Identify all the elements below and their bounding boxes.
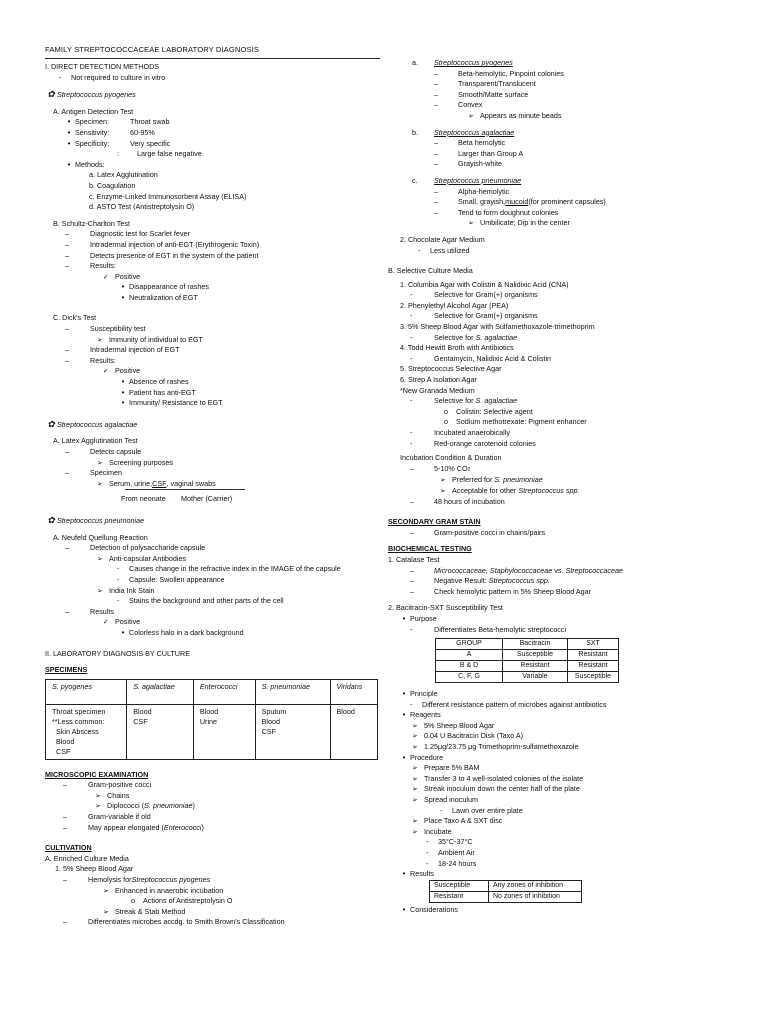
table-cell: Resistant (430, 891, 489, 902)
bullet-icon: • (67, 138, 71, 148)
antigen-detection-heading: A. Antigen Detection Test (53, 106, 134, 116)
arrow-bullet-icon: ➢ (97, 478, 104, 488)
arrow-bullet-icon: ➢ (97, 334, 104, 344)
bullet-icon: • (121, 377, 125, 387)
table-cell: C, F, G (436, 672, 503, 683)
table-cell: Susceptible (430, 880, 489, 891)
bullet-icon: • (402, 710, 406, 720)
biochemical-testing-heading: BIOCHEMICAL TESTING (388, 544, 472, 554)
arrow-bullet-icon: ➢ (412, 826, 419, 836)
arrow-bullet-icon: ➢ (468, 110, 475, 120)
table-cell: Throat specimen **Less common: Skin Abscess Blood CSF (46, 704, 127, 759)
check-icon: ✓ (103, 271, 110, 281)
organism-agalactiae: Streptococcus agalactiae (57, 419, 138, 429)
arrow-bullet-icon: ➢ (412, 784, 419, 794)
table-header: SXT (568, 639, 619, 650)
check-icon: ✓ (103, 366, 110, 376)
flower-bullet-icon: ✿ (47, 418, 55, 429)
microscopic-heading: MICROSCOPIC EXAMINATION (45, 769, 149, 779)
table-cell: Resistant (568, 650, 619, 661)
organism-pyogenes: Streptococcus pyogenes (57, 90, 136, 100)
arrow-bullet-icon: ➢ (468, 218, 475, 228)
latex-agglutination-heading: A. Latex Agglutination Test (53, 436, 138, 446)
arrow-bullet-icon: ➢ (103, 906, 110, 916)
bullet-icon: • (121, 292, 125, 302)
arrow-bullet-icon: ➢ (412, 742, 419, 752)
bullet-icon: • (402, 689, 406, 699)
specimens-table (45, 679, 378, 760)
specimen-bracket (125, 489, 245, 494)
organism-pneumoniae: Streptococcus pneumoniae (57, 515, 145, 525)
table-cell: Sputum Blood CSF (255, 704, 330, 759)
arrow-bullet-icon: ➢ (95, 790, 102, 800)
table-header: S. pyogenes (46, 679, 127, 704)
bullet-icon: • (121, 627, 125, 637)
arrow-bullet-icon: ➢ (440, 485, 447, 495)
table-cell: Blood Urine (193, 704, 255, 759)
bullet-icon: • (67, 117, 71, 127)
bullet-icon: • (402, 869, 406, 879)
bullet-icon: • (121, 398, 125, 408)
table-cell: Resistant (503, 661, 568, 672)
title-rule (45, 58, 380, 59)
page-title: FAMILY STREPTOCOCCACEAE LABORATORY DIAGNOSIS (45, 45, 259, 54)
check-icon: ✓ (103, 617, 110, 627)
bullet-icon: • (67, 127, 71, 137)
bullet-icon: • (121, 282, 125, 292)
arrow-bullet-icon: ➢ (103, 885, 110, 895)
arrow-bullet-icon: ➢ (97, 457, 104, 467)
table-header: S. agalactiae (127, 679, 194, 704)
incubation-heading: Incubation Condition & Duration (400, 453, 502, 463)
bullet-icon: • (402, 904, 406, 914)
table-cell: Resistant (568, 661, 619, 672)
group-susceptibility-table (435, 638, 619, 683)
bullet-icon: • (121, 387, 125, 397)
table-cell: Any zones of inhibition (489, 880, 582, 891)
arrow-bullet-icon: ➢ (412, 773, 419, 783)
table-cell: Susceptible (568, 672, 619, 683)
dicks-test-heading: C. Dick's Test (53, 313, 97, 323)
left-column: I. DIRECT DETECTION METHODS - Not required to culture in vitro ✿ Streptococcus pyogenes A. Antigen Detection Test • Specimen: Throat swab • Sensitivity: 60-95% • Specificity: Very specific : Large false negative • Methods: a. Latex Agglutination b. Coagulation c. Enzyme-Linked Immunosorbent Assay (ELISA) d. ASTO Test (Antistreptolysin O) B. Schultz-Charlton Test – Diagnostic test for Scarlet fever – Intradermal injection of anti-EGT (Erythrogenic Toxin) – Detects presence of EGT in the system of the patient – Results: ✓ Positive • Disappearance of rashes • Neutralization of EGT C. Dick's Test – Susceptibility test ➢ Immunity of individual to EGT – Intradermal injection of EGT – Results: ✓ Positive • Absence of rashes • Patient has anti-EGT • Immunity/ Resistance to EGT ✿ Streptococcus agalactiae A. Latex Agglutination Test – Detects capsule ➢ Screening purposes – Specimen ➢ Serum, urine, CSF , vaginal swabs From neonate Mother (Carrier) ✿ Streptococcus pneumoniae A. Neufeld Quellung Reaction – Detection of polysaccharide capsule ➢ Anti-capsular Antibodies - Causes change in the refractive index in the IMAGE of the capsule - Capsule: Swollen appearance ➢ India Ink Stain - Stains the background and other parts of the cell – Results ✓ Positive • Colorless halo in a dark background II. LABORATORY DIAGNOSIS BY CULTURE SPECIMENS S. pyogenes S. agalactiae Enterococci S. pneumoniae Viridans Throat specimen **Less common: Skin Abscess Blood CSF Blood CSF Blood Urine Sputum Blood CSF Blood MICROSCOPIC EXAMINATION – Gram-positive cocci ➢ Chains ➢ Diplococci ( S. pneumoniae ) – Gram-variable if old – May appear elongated ( Enterococci ) CULTIVATION A. Enriched Culture Media 1. 5% Sheep Blood Agar – Hemolysis for Streptococcus pyogenes ➢ Enhanced in anaerobic incubation o Actions of Antistreptolysin O ➢ Streak & Stab Method – Differentiates microbes accdg. to Smith Brown's Classification (45, 62, 380, 928)
table-cell: Variable (503, 672, 568, 683)
flower-bullet-icon: ✿ (47, 89, 55, 100)
neufeld-heading: A. Neufeld Quellung Reaction (53, 532, 148, 542)
table-cell: A (436, 650, 503, 661)
table-cell: B & D (436, 661, 503, 672)
arrow-bullet-icon: ➢ (440, 475, 447, 485)
specimens-heading: SPECIMENS (45, 665, 88, 675)
bullet-icon: • (402, 752, 406, 762)
table-header: Bacitracin (503, 639, 568, 650)
arrow-bullet-icon: ➢ (95, 801, 102, 811)
table-header: GROUP (436, 639, 503, 650)
results-table (429, 880, 582, 903)
arrow-bullet-icon: ➢ (412, 731, 419, 741)
direct-note: Not required to culture in vitro (71, 72, 166, 82)
flower-bullet-icon: ✿ (47, 514, 55, 525)
bullet-icon: • (402, 613, 406, 623)
arrow-bullet-icon: ➢ (412, 763, 419, 773)
table-cell: Blood CSF (127, 704, 194, 759)
table-header: Viridans (330, 679, 377, 704)
table-cell: Blood (330, 704, 377, 759)
table-cell: No zones of inhibition (489, 891, 582, 902)
arrow-bullet-icon: ➢ (412, 816, 419, 826)
chocolate-agar-heading: 2. Chocolate Agar Medium (400, 234, 485, 244)
bullet-icon: • (67, 159, 71, 169)
right-column: a. Streptococcus pyogenes – Beta-hemolytic, Pinpoint colonies – Transparent/Translucent – Smooth/Matte surface – Convex ➢ Appears as minute beads b. Streptococcus agalactiae – Beta hemolytic – Larger than Group A – Grayish-white c. Streptococcus pneumoniae – Alpha-hemolytic – Small, grayish, mucoid (for prominent capsules) – Tend to form doughnut colonies ➢ Umbilicate; Dip in the center 2. Chocolate Agar Medium - Less utilized B. Selective Culture Media 1. Columbia Agar with Colistin & Nalidixic Acid (CNA) - Selective for Gram(+) organisms 2. Phenylethyl Alcohol Agar (PEA) - Selective for Gram(+) organisms 3. 5% Sheep Blood Agar with Sulfamethoxazole-trimethoprim - Selective for S. agalactiae 4. Todd Hewitt Broth with Antibiotics - Gentamycin, Nalidixic Acid & Colistin 5. Streptococcus Selective Agar 6. Strep A Isolation Agar *New Granada Medium - Selective for S. agalactiae o Colistin: Selective agent o Sodium methotrexate: Pigment enhancer - Incubated anaerobically - Red-orange carotenoid colonies Incubation Condition & Duration – 5-10% CO 2 ➢ Preferred for S. pneumoniae ➢ Acceptable for other Streptococcus spp. – 48 hours of incubation SECONDARY GRAM STAIN – Gram-positive cocci in chains/pairs BIOCHEMICAL TESTING 1. Catalase Test – Micrococcaceae, Staphylococcaceae vs. Streptococcaceae – Negative Result: Streptococcus spp. – Check hemolytic pattern in 5% Sheep Blood Agar 2. Bacitracin-SXT Susceptibility Test • Purpose - Differentiates Beta-hemolytic streptococci GROUP Bacitracin SXT A Susceptible Resistant B & D Resistant Resistant C, F, G Variable Susceptible • Principle - Different resistance pattern of microbes against antibiotics • Reagents ➢ 5% Sheep Blood Agar ➢ 0.04 U Bacitracin Disk (Taxo A) ➢ 1.25μg/23.75 μg Trimethoprim-sulfamethoxazole • Procedure ➢ Prepare 5% BAM ➢ Transfer 3 to 4 well-isolated colonies of the isolate ➢ Streak inoculum down the center half of the plate ➢ Spread inoculum - Lawn over entire plate ➢ Place Taxo A & SXT disc ➢ Incubate - 35°C-37°C - Ambient Air - 18-24 hours • Results Susceptible Any zones of inhibition Resistant No zones of inhibition • Considerations (388, 58, 733, 915)
secondary-gram-stain-heading: SECONDARY GRAM STAIN (388, 517, 481, 527)
arrow-bullet-icon: ➢ (97, 553, 104, 563)
arrow-bullet-icon: ➢ (412, 720, 419, 730)
cultivation-heading: CULTIVATION (45, 843, 92, 853)
section-culture: II. LABORATORY DIAGNOSIS BY CULTURE (45, 648, 190, 658)
selective-media-heading: B. Selective Culture Media (388, 266, 473, 276)
section-direct-detection: I. DIRECT DETECTION METHODS (45, 62, 160, 71)
arrow-bullet-icon: ➢ (412, 795, 419, 805)
table-cell: Susceptible (503, 650, 568, 661)
arrow-bullet-icon: ➢ (97, 585, 104, 595)
table-header: Enterococci (193, 679, 255, 704)
schultz-charlton-heading: B. Schultz-Charlton Test (53, 218, 130, 228)
table-header: S. pneumoniae (255, 679, 330, 704)
